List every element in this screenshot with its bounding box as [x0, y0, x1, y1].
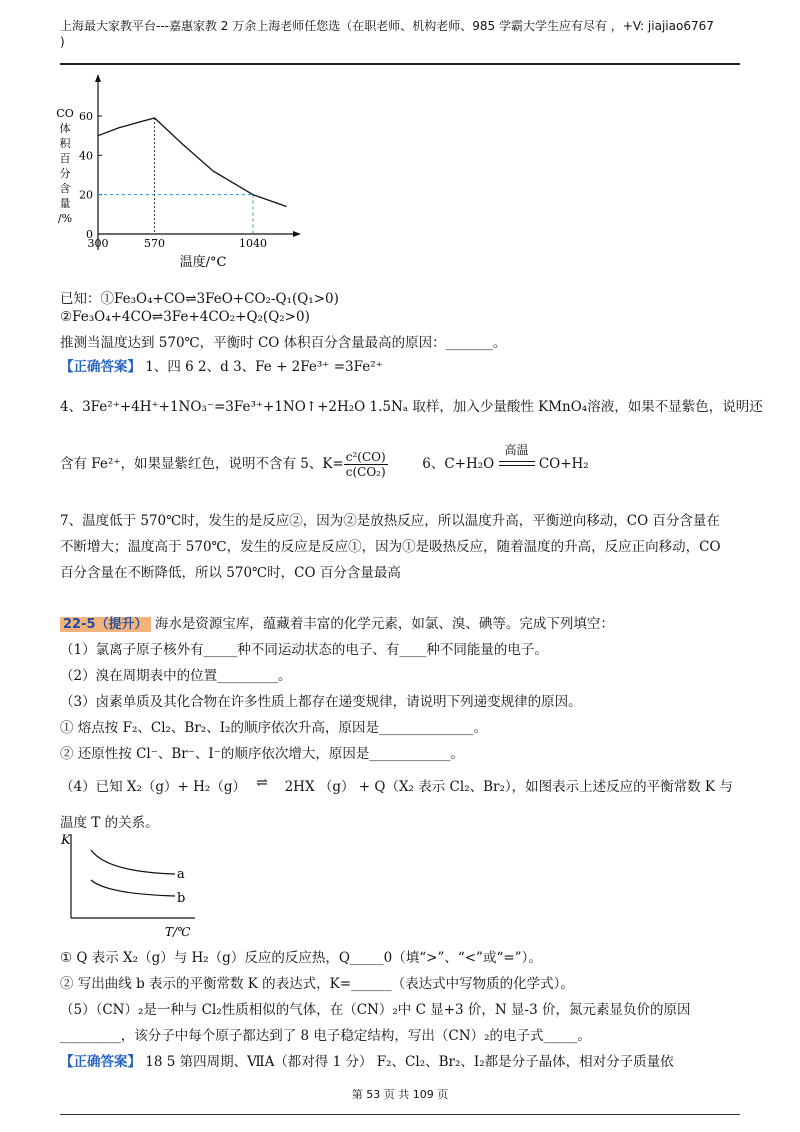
x-axis-label-t: T/℃: [165, 925, 191, 939]
question-tag: 22-5（提升）: [60, 617, 151, 632]
question-4-line: （4）已知 X₂（g）+ H₂（g） ⇌ 2HX （g） + Q（X₂ 表示 Cl₂、Br₂），如图表示上述反应的平衡常数 K 与: [60, 775, 733, 795]
answer-4: 4、3Fe²⁺+4H⁺+1NO₃⁻=3Fe³⁺+1NO↑+2H₂O 1.5Nₐ 取样，加入少量酸性 KMnO₄溶液，如果不显紫色，说明还: [60, 399, 763, 415]
header-divider: [60, 63, 740, 65]
y-axis-label-char: 分: [59, 167, 71, 180]
page-header: [60, 18, 750, 50]
y-axis-label-char: 体: [59, 122, 71, 135]
x-axis-arrow: [293, 231, 301, 237]
known-reaction-1: 已知：①Fe₃O₄+CO⇌3FeO+CO₂-Q₁(Q₁>0): [60, 291, 339, 307]
co-content-curve: [98, 118, 287, 207]
y-axis-label: [56, 107, 73, 225]
question-2: （2）溴在周期表中的位置_________。: [60, 668, 292, 684]
answer-line-2: [60, 1050, 674, 1070]
footer-divider: [60, 1114, 740, 1115]
question-4d: ① Q 表示 X₂（g）与 H₂（g）反应的反应热，Q_____0（填“>”、“<”或“=”）。: [60, 950, 542, 966]
y-axis-label-char: /%: [57, 212, 73, 225]
x-axis-label: 温度/°C: [179, 255, 227, 270]
question-5a: （5）（CN）₂是一种与 Cl₂性质相似的气体，在（CN）₂中 C 显+3 价，N 显-3 价，氮元素显负价的原因: [60, 1002, 691, 1018]
answer-6-products: CO+H₂: [538, 456, 589, 472]
k-temperature-chart: [55, 830, 215, 942]
x-tick-label: 300: [87, 237, 109, 250]
question-4e: ② 写出曲线 b 表示的平衡常数 K 的表达式，K=______（表达式中写物质的化学式）。: [60, 976, 574, 992]
y-axis-label-char: 积: [59, 137, 71, 150]
y-tick-label: 20: [79, 188, 93, 202]
header-line-1: 上海最大家教平台---嘉惠家教 2 万余上海老师任您选（在职老师、机构老师、985 学霸大学生应有尽有 ，+V: jiajiao6767: [60, 19, 714, 33]
question-4c: 温度 T 的关系。: [60, 815, 159, 831]
fraction-numerator: c²(CO): [345, 450, 386, 464]
condition-high-temp: 高温: [504, 442, 529, 457]
answer-7-line-3: 百分含量在不断降低，所以 570℃时，CO 百分含量最高: [60, 565, 401, 581]
question-5b: _________，该分子中每个原子都达到了 8 电子稳定结构，写出（CN）₂的电子式_____。: [60, 1028, 591, 1044]
x-tick-label: 1040: [239, 237, 267, 250]
curve-a-label: a: [177, 867, 185, 882]
y-axis-label-char: CO: [56, 107, 74, 120]
y-axis-label-char: 含: [59, 182, 71, 195]
curve-b-label: b: [177, 891, 186, 906]
page-footer: 第 53 页 共 109 页: [351, 1088, 449, 1101]
answer-line-4b: [60, 442, 589, 479]
y-axis-label-char: 百: [59, 152, 71, 165]
answer-1-3: 1、四 6 2、d 3、Fe + 2Fe³⁺ =3Fe²⁺: [141, 359, 383, 375]
co-temperature-chart: [55, 72, 315, 272]
curve-a: [91, 850, 175, 874]
reaction-condition-arrow: [499, 442, 535, 473]
header-line-2: ): [60, 35, 65, 49]
answer-6-reactants: 6、C+H₂O: [422, 456, 495, 472]
answer-label: 【正确答案】: [60, 359, 141, 375]
question-intro-line: [60, 612, 614, 632]
y-tick-label: 40: [79, 149, 93, 163]
infer-question: 推测当温度达到 570℃，平衡时 CO 体积百分含量最高的原因：_______。: [60, 335, 507, 351]
question-4b: 2HX （g） + Q（X₂ 表示 Cl₂、Br₂），如图表示上述反应的平衡常数 K 与: [284, 779, 733, 795]
answer-7-line-1: 7、温度低于 570℃时，发生的是反应②，因为②是放热反应，所以温度升高，平衡逆向移动，CO 百分含量在: [60, 513, 720, 529]
answer-7-line-2: 不断增大；温度高于 570℃，发生的反应是反应①，因为①是吸热反应，随着温度的升高，反应正向移动，CO: [60, 539, 721, 555]
answer-2-text: 18 5 第四周期、ⅦA（都对得 1 分） F₂、Cl₂、Br₂、I₂都是分子晶体，相对分子质量依: [141, 1054, 674, 1070]
question-intro: 海水是资源宝库，蕴藏着丰富的化学元素，如氯、溴、碘等。完成下列填空：: [154, 616, 614, 632]
y-axis-arrow: [95, 74, 101, 82]
equilibrium-fraction: [344, 450, 388, 479]
question-1: （1）氯离子原子核外有_____种不同运动状态的电子、有____种不同能量的电子。: [60, 642, 548, 658]
answer-line-1: [60, 355, 383, 375]
curve-b: [91, 880, 175, 896]
answer-label-2: 【正确答案】: [60, 1054, 141, 1070]
y-tick-label: 60: [79, 110, 93, 123]
x-tick-label: 570: [144, 237, 166, 250]
question-4: （4）已知 X₂（g）+ H₂（g）: [60, 779, 246, 795]
known-reaction-2: ②Fe₃O₄+4CO⇌3Fe+4CO₂+Q₂(Q₂>0): [60, 309, 310, 325]
answer-4b: 含有 Fe²⁺，如果显紫红色，说明不含有 5、K=: [60, 456, 344, 472]
y-axis-label-char: 量: [59, 197, 71, 210]
question-3a: ① 熔点按 F₂、Cl₂、Br₂、I₂的顺序依次升高，原因是______________。: [60, 720, 487, 736]
question-3: （3）卤素单质及其化合物在许多性质上都存在递变规律，请说明下列递变规律的原因。: [60, 694, 582, 710]
y-axis-label-k: K: [61, 833, 71, 848]
y-tick-label: 0: [86, 228, 93, 241]
fraction-denominator: c(CO₂): [345, 465, 386, 479]
question-3b: ② 还原性按 Cl⁻、Br⁻、I⁻的顺序依次增大，原因是____________。: [60, 746, 464, 762]
